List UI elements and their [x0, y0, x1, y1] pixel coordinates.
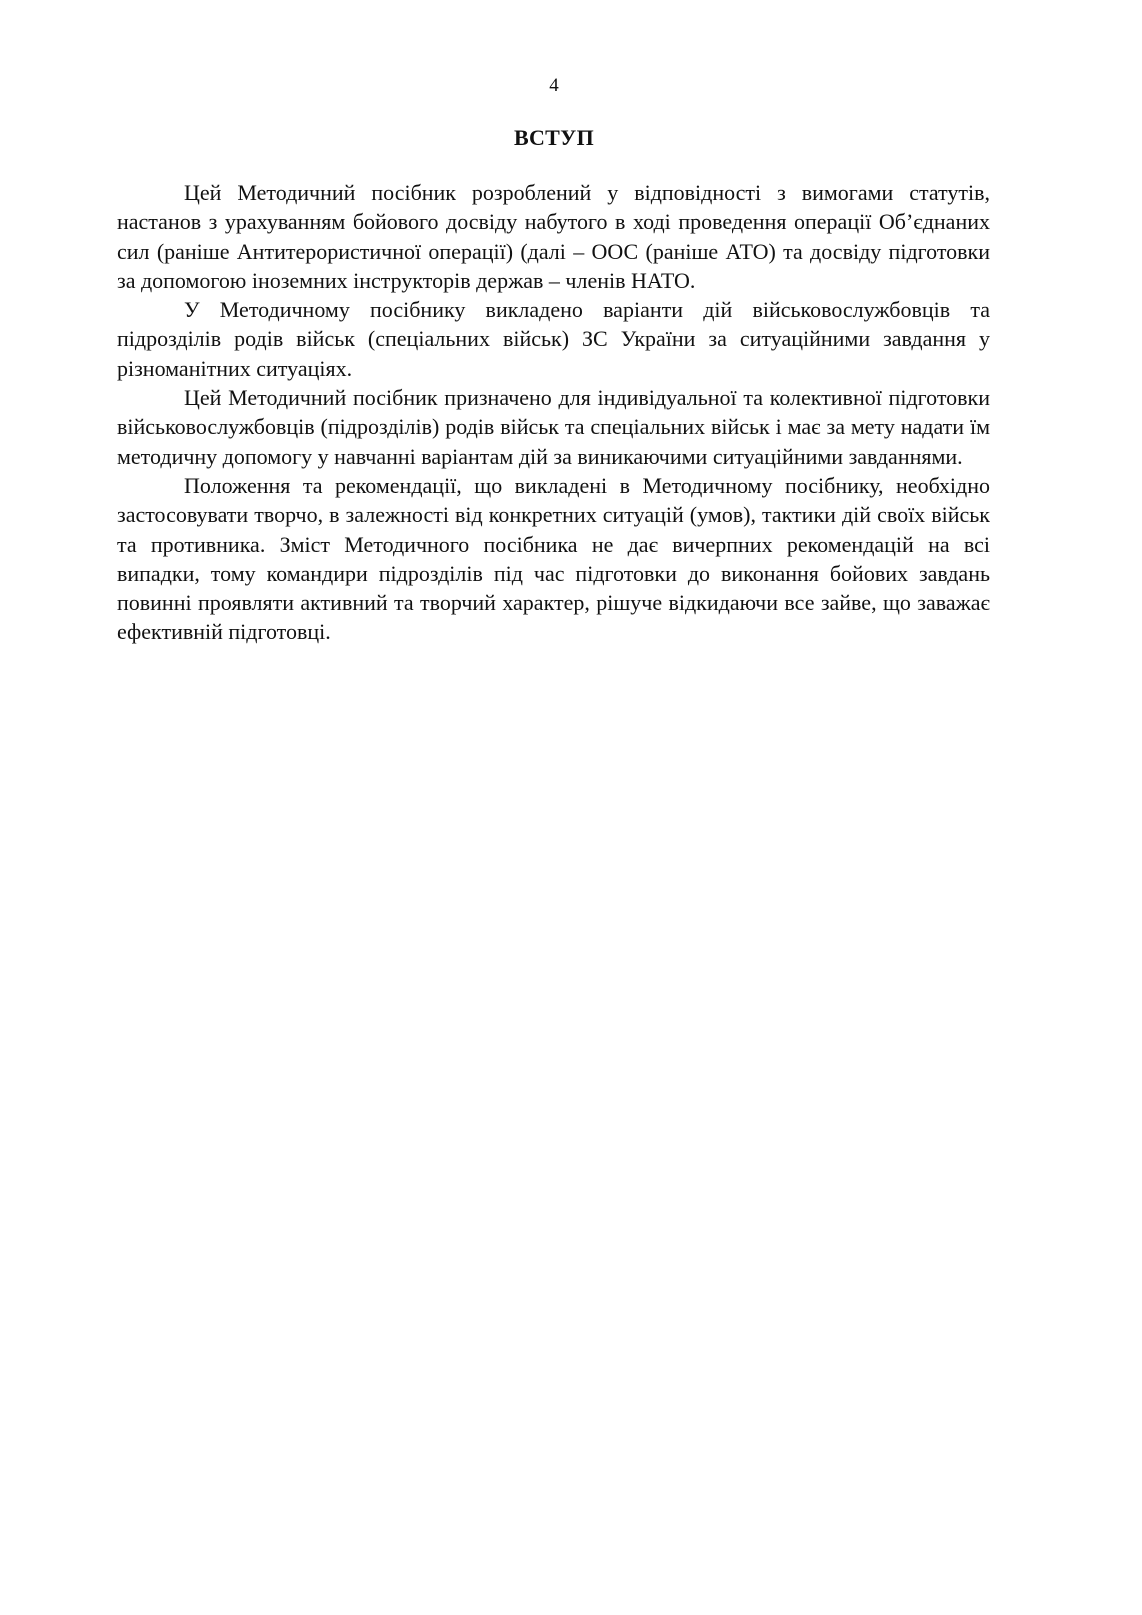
paragraph-purpose: Цей Методичний посібник розроблений у відповідності з вимогами статутів, настанов з урахуванням бойового досвіду набутого в ході проведення операції Об’єднаних сил (раніше Антитерористичної операції) (далі – ООС (раніше АТО) та досвіду підготовки за допомогою іноземних інструкторів держав – членів НАТО.	[117, 180, 990, 293]
paragraph-audience: Цей Методичний посібник призначено для індивідуальної та колективної підготовки військовослужбовців (підрозділів) родів військ та спеціальних військ і має за мету надати їм методичну допомогу у навчанні варіантам дій за виникаючими ситуаційними завданнями.	[117, 385, 990, 469]
paragraph-application: Положення та рекомендації, що викладені в Методичному посібнику, необхідно застосовувати творчо, в залежності від конкретних ситуацій (умов), тактики дій своїх військ та противника. Зміст Методичного посібника не дає вичерпних рекомендацій на всі випадки, тому командири підрозділів під час підготовки до виконання бойових завдань повинні проявляти активний та творчий характер, рішуче відкидаючи все зайве, що заважає ефективній підготовці.	[117, 472, 990, 645]
page-number: 4	[549, 75, 559, 96]
paragraph-contents: У Методичному посібнику викладено варіанти дій військовослужбовців та підрозділів родів військ (спеціальних військ) ЗС України за ситуаційними завдання у різноманітних ситуаціях.	[117, 297, 990, 381]
body-text	[117, 178, 990, 647]
section-heading: ВСТУП	[514, 125, 594, 150]
